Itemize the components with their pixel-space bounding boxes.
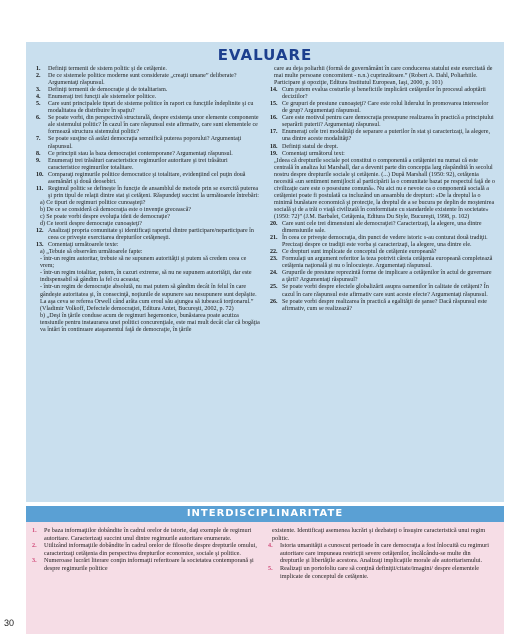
question-item	[270, 270, 495, 284]
question-number: 1.	[36, 66, 41, 72]
question-item	[36, 200, 261, 207]
question-number: 4.	[268, 542, 273, 550]
question-item	[36, 228, 261, 242]
question-text: Pe baza informaţiilor dobândite în cadrul orelor de istorie, daţi exemple de regimuri autoritare. Caracterizaţi succint unul dintre regimurile autoritare enumerate.	[44, 527, 252, 542]
question-number: 26.	[270, 298, 278, 305]
question-item	[36, 136, 261, 150]
question-text: - într-un regim de democraţie absolută, nu mai putem să gândim decât în felul în care gândeşte autoritatea şi, în consecinţă, noţiunile de supunere sau nesupunere sunt depăşite. La aşa ceva se referea Orwell când arăta cum eroul său ajungea să iubească torţionarul.” (Vladimir Volkoff, Defectele democraţiei, Editura Antet, Bucureşti, 2002, p. 72)	[40, 284, 257, 312]
question-text: Regimul politic se defineşte în funcţie de ansamblul de metode prin se exercită puterea şi prin tipul de relaţii dintre stat şi cetăţeni. Răspundeţi succint la următoarele întrebări:	[48, 185, 259, 199]
question-text: Utilizând informaţiile dobândite în cadrul orelor de filosofie despre drepturile omului, caracterizaţi cetăţenia din perspectiva drepturilor economice, sociale şi politice.	[44, 542, 257, 557]
question-item	[36, 214, 261, 221]
question-number: 13.	[36, 242, 44, 249]
question-text: Definiţi termenii de democraţie şi de totalitarism.	[48, 87, 168, 94]
question-text: Comparaţi regimurile politice democratice şi totalitare, evidenţiind cel puţin două asemănări şi două deosebiri.	[48, 171, 246, 185]
question-text: b) „Deşi în ţările conduse acum de regimuri hegemonice, bunăstarea poate acutiza tensiunile pentru instaurarea unei politici concurenţiale, este mai mult decât clar că bogăţia va întări în continuare ataşamentul faţă de democraţie, în ţările	[40, 312, 260, 333]
question-item	[32, 542, 258, 557]
question-item	[270, 144, 495, 151]
question-item	[270, 115, 495, 129]
question-item	[32, 557, 258, 572]
question-number: 8.	[36, 150, 41, 157]
question-item	[268, 565, 494, 580]
question-text: Enumeraţi trei funcţii ale sistemelor politice.	[48, 94, 157, 101]
question-text: Ce grupuri de presiune cunoaşteţi? Care este rolul liderului în promovarea intereselor de grup? Argumentaţi răspunsul.	[282, 101, 489, 115]
question-text: b) De ce se consideră că democraţia este o invenţie grecească?	[40, 206, 192, 213]
question-text: Care este motivul pentru care democraţia presupune realizarea în practică a principiului separării puterii? Argumentaţi răspunsul.	[282, 115, 494, 129]
evaluare-panel	[26, 42, 504, 502]
question-item	[270, 299, 495, 313]
question-text: Analizaţi propria comunitate şi identificaţi raportul dintre participare/neparticipare în ceea ce priveşte exercitarea drepturilor cetăţeneşti.	[48, 228, 254, 242]
question-text: De ce sistemele politice moderne sunt considerate „creaţii umane” deliberate? Argumentaţi răspunsul.	[48, 73, 237, 87]
question-text: „Ideea că drepturile sociale pot constitui o componentă a cetăţeniei nu numai că este centrală în analiza lui Marshall, dar a devenit parte din concepţia larg răspândită în secolul nostru despre drepturile sociale şi cetăţenie. (...) După Marshall (1950: 92), cetăţenia necesită «un sentiment nemijlocit al participării la o comunitate bazat pe respectul faţă de o civilizaţie care este o posesiune comună». Nu aici nu e nevoie ca o componentă socială a cetăţeniei poate fi postulată ca incluzând un ansamblu de drepturi: «De la dreptul la o minimă bunăstare economică şi protecţie, la dreptul de a se bucura pe deplin de moştenirea socială şi de a trăi o viaţă civilizată în conformitate cu standardele existente în societate» (1950: 72)” (J.M. Barbalet, Cetăţenia, Editura Du Style, Bucureşti, 1998, p. 102)	[274, 157, 495, 220]
question-text: a) „Tebuie să observăm următoarele fapte:	[40, 249, 143, 256]
top-margin	[0, 0, 510, 40]
question-item	[270, 284, 495, 298]
question-number: 23.	[270, 256, 278, 263]
question-item	[36, 313, 261, 334]
question-text: Istoria umanităţii a cunoscut perioade în care democraţia a fost înlocuită cu regimuri autoritare care impuneau restricţii severe cetăţenilor, încălcându-se multe din drepturile şi libertăţile acestora. Analizaţi implicaţiile morale ale autoritarismului.	[280, 542, 489, 565]
question-number: 6.	[36, 115, 41, 122]
question-number: 4.	[36, 94, 41, 101]
question-item	[36, 249, 261, 256]
question-text: Grupurile de presiune reprezintă forme de implicare a cetăţenilor în actul de guvernare a ţării? Argumentaţi răspunsul?	[282, 270, 492, 284]
question-text: Se poate susţine că astăzi democraţia semnifică puterea poporului? Argumentaţi răspunsul.	[48, 136, 242, 150]
question-text: Cum putem evalua costurile şi beneficiile implicării cetăţenilor în procesul adoptării deciziilor?	[282, 87, 486, 101]
question-item	[36, 172, 261, 186]
question-number: 3.	[32, 557, 37, 565]
question-text: Realizaţi un portofoliu care să conţină definiţii/citate/imagini/ despre elementele implicate de conceptul de cetăţenie.	[280, 564, 479, 580]
evaluare-left-column	[36, 66, 261, 334]
question-number: 9.	[36, 157, 41, 164]
question-item	[36, 158, 261, 172]
interdisciplinaritate-left-column	[32, 527, 258, 573]
question-item	[36, 73, 261, 87]
question-item	[268, 527, 494, 542]
question-number: 10.	[36, 171, 44, 178]
question-item	[270, 221, 495, 235]
question-text: Care sunt principalele tipuri de sisteme politice în raport cu funcţiile îndeplinite şi cu modalitatea de distribuire în spaţiu?	[48, 101, 254, 115]
section-title-interdisciplinaritate: INTERDISCIPLINARITATE	[26, 506, 504, 522]
question-text: Se poate vorbi despre realizarea în practică a egalităţii de şanse? Dacă răspunsul este afirmativ, cum se realizează?	[282, 298, 487, 312]
interdisciplinaritate-right-column	[268, 527, 494, 580]
question-number: 25.	[270, 284, 278, 291]
question-text: Definiţi statul de drept.	[282, 143, 339, 150]
question-text: - într-un regim autoritar, trebuie să ne supunem autorităţii şi putem să credem ceea ce vrem;	[40, 256, 247, 270]
evaluare-right-column	[270, 66, 495, 313]
page-number: 30	[4, 618, 15, 628]
question-number: 14.	[270, 87, 278, 94]
question-text: În ceea ce priveşte democraţia, din punct de vedere istoric s-au conturat două tradiţii. Precizaţi despre ce tradiţii este vorba şi caracterizaţi, la alegere, una dintre ele.	[282, 235, 488, 249]
question-number: 22.	[270, 249, 278, 256]
question-number: 17.	[270, 129, 278, 136]
question-text: Se poate vorbi, din perspectivă structurală, despre existenţa unor elemente componente ale sistemului politic? În cazul în care răspunsul este afirmativ, care sunt elementele ce formează structura sistemului politic?	[48, 115, 259, 136]
question-item	[36, 207, 261, 214]
question-number: 12.	[36, 228, 44, 235]
question-item	[268, 542, 494, 565]
question-item	[270, 158, 495, 221]
question-number: 21.	[270, 235, 278, 242]
question-item	[36, 284, 261, 312]
question-number: 18.	[270, 143, 278, 150]
question-number: 5.	[36, 101, 41, 108]
question-text: Ce drepturi sunt implicate de conceptul de cetăţenie europeană?	[282, 249, 437, 256]
question-number: 2.	[36, 73, 41, 80]
question-number: 11.	[36, 185, 44, 192]
question-number: 19.	[270, 150, 278, 157]
question-text: Enumeraţi trei trăsături caracteristice regimurilor autoritare şi trei trăsături caracteristice regimurilor totalitare.	[48, 157, 228, 171]
question-item	[32, 527, 258, 542]
question-item	[36, 101, 261, 115]
question-text: care au deja poliarhii (formă de guvernământ în care conducerea statului este exercitată de mai multe persoane concomitent - n.n.) cuprinzătoare.” (Robert A. Dahl, Poliarhiile. Participare şi opoziţie, Editura Institutul European, Iaşi, 2000, p. 101)	[274, 66, 493, 87]
section-title-evaluare: EVALUARE	[217, 46, 313, 64]
question-item	[36, 115, 261, 136]
question-text: existente. Identificaţi asemenea lucrări şi dezbateţi o însuşire caracteristică unui regim politic.	[272, 527, 486, 542]
question-text: - într-un regim totalitar, putem, în cazuri extreme, să nu ne supunem autorităţii, dar este indispensabil să gândim la fel cu aceasta;	[40, 270, 252, 284]
evaluare-columns	[36, 66, 496, 496]
question-number: 20.	[270, 221, 278, 228]
question-text: Comentaţi următorul text:	[282, 150, 345, 157]
question-number: 16.	[270, 115, 278, 122]
question-item	[270, 235, 495, 249]
question-item	[36, 256, 261, 270]
question-text: Ce principii stau la baza democraţiei contemporane? Argumentaţi răspunsul.	[48, 150, 233, 157]
interdisciplinaritate-panel	[26, 506, 504, 634]
question-item	[270, 256, 495, 270]
question-item	[270, 66, 495, 87]
question-number: 1.	[32, 527, 37, 534]
question-text: d) Ce teorii despre democraţie cunoaşteţi?	[40, 221, 142, 228]
question-number: 3.	[36, 87, 41, 94]
question-text: a) Ce tipuri de regimuri politice cunoaşteţi?	[40, 199, 146, 206]
question-text: Comentaţi următoarele texte:	[48, 242, 119, 249]
question-item	[270, 101, 495, 115]
question-text: Definiţi termenii de sistem politic şi de cetăţenie.	[48, 66, 167, 72]
question-text: Numeroase lucrări literare conţin informaţii referitoare la societatea contemporană şi despre regimurile politice	[44, 557, 254, 572]
question-number: 15.	[270, 101, 278, 108]
question-text: Care sunt cele trei dimensiuni ale democraţiei? Caracterizaţi, la alegere, una dintre dimensiunile sale.	[282, 221, 482, 235]
question-item	[270, 129, 495, 143]
question-item	[270, 87, 495, 101]
question-item	[36, 66, 261, 73]
question-text: Enumeraţi cele trei modalităţi de separare a puterilor în stat şi caracterizaţi, la alegere, una dintre aceste modalităţi?	[282, 129, 491, 143]
question-text: Formulaţi un argument referitor la teza potrivit căreia cetăţenia europeană completează cetăţenia naţională şi nu o înlocuieşte. Argumentaţi răspunsul.	[282, 256, 493, 270]
question-text: c) Se poate vorbi despre evoluţia ideii de democraţie?	[40, 213, 170, 220]
question-number: 2.	[32, 542, 37, 550]
question-text: Se poate vorbi despre efectele globalizării asupra oamenilor în calitate de cetăţeni? În cazul în care răspunsul este afirmativ care sunt aceste efecte? Argumentaţi răspunsul.	[282, 284, 489, 298]
question-item	[36, 270, 261, 284]
question-number: 5.	[268, 564, 273, 572]
question-item	[36, 151, 261, 158]
question-item	[36, 186, 261, 200]
question-number: 7.	[36, 136, 41, 143]
question-item	[270, 151, 495, 158]
question-number: 24.	[270, 270, 278, 277]
